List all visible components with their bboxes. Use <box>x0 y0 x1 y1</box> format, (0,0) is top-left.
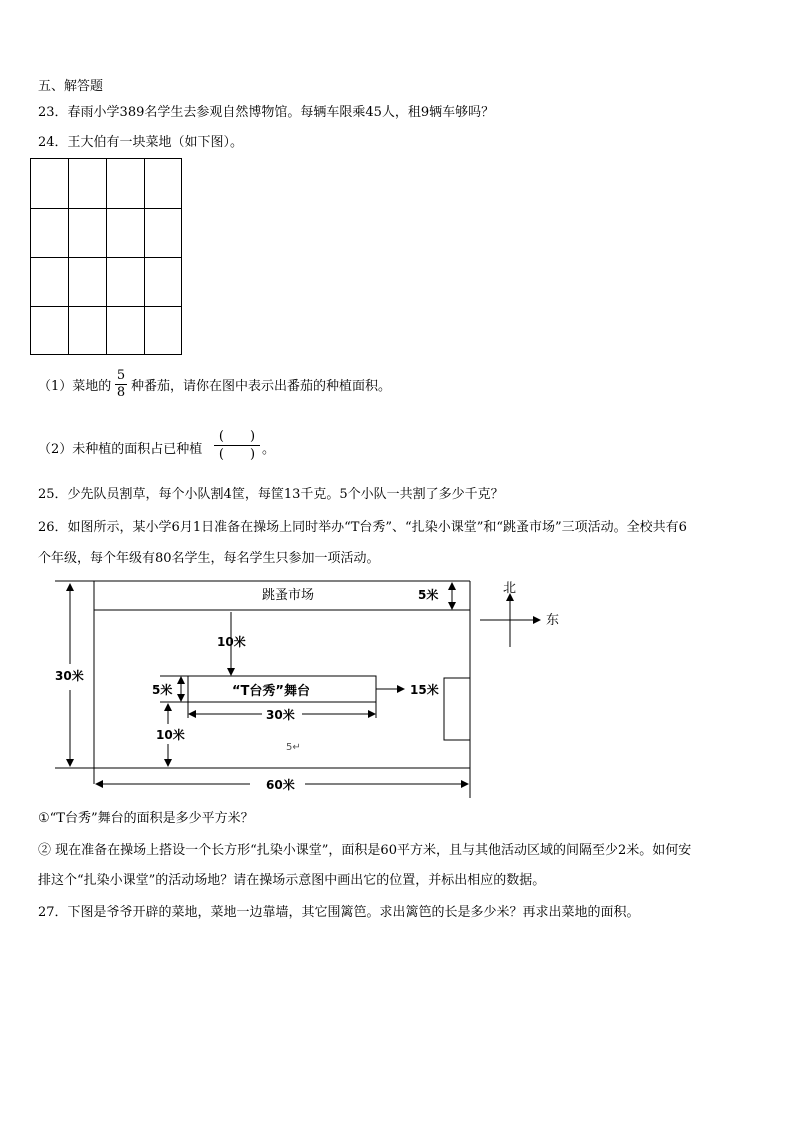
question-24-2-before: （2）未种植的面积占已种植 <box>38 442 203 457</box>
label-stage: “T台秀”舞台 <box>232 684 310 699</box>
vegetable-plot-grid <box>30 158 182 355</box>
right-area-rect <box>444 678 470 740</box>
fraction-denominator: 8 <box>116 385 126 400</box>
blank-denominator: ( ) <box>218 447 256 462</box>
label-30m-stage: 30米 <box>266 708 295 722</box>
fraction-five-eighths <box>115 368 127 401</box>
question-24: 24．王大伯有一块菜地（如下图）。 <box>38 135 244 150</box>
label-5m-stage: 5米 <box>152 683 173 697</box>
label-market: 跳蚤市场 <box>262 588 315 603</box>
blank-numerator: ( ) <box>214 428 260 446</box>
label-stray-mark: 5↵ <box>286 742 301 753</box>
label-5m-top: 5米 <box>418 588 439 602</box>
label-10m-upper: 10米 <box>217 635 246 649</box>
question-24-2-after: 。 <box>262 442 276 457</box>
question-24-1-before: （1）菜地的 <box>38 379 112 394</box>
question-27: 27．下图是爷爷开辟的菜地，菜地一边靠墙，其它围篱笆。求出篱笆的长是多少米？再求出菜地的面积。 <box>38 905 640 920</box>
question-26-line-2: 个年级，每个年级有80名学生，每名学生只参加一项活动。 <box>38 551 380 566</box>
question-26-sub-2-line-1: ② 现在准备在操场上搭设一个长方形“扎染小课堂”，面积是60平方米，且与其他活动区域的间隔至少2米。如何安 <box>38 843 692 858</box>
question-26-sub-1: ①“T台秀”舞台的面积是多少平方米？ <box>38 811 254 826</box>
question-26-line-1: 26．如图所示，某小学6月1日准备在操场上同时举办“T台秀”、“扎染小课堂”和“跳蚤市场”三项活动。全校共有6 <box>38 520 687 535</box>
label-compass-north: 北 <box>503 581 517 596</box>
question-25: 25．少先队员割草，每个小队割4筐，每筐13千克。5个小队一共割了多少千克？ <box>38 487 504 502</box>
section-title: 五、解答题 <box>38 79 104 94</box>
question-23: 23．春雨小学389名学生去参观自然博物馆。每辆车限乘45人，租9辆车够吗？ <box>38 105 495 120</box>
label-30m-height: 30米 <box>55 669 84 683</box>
label-60m: 60米 <box>266 778 295 792</box>
fraction-numerator: 5 <box>116 368 126 383</box>
label-15m: 15米 <box>410 683 439 697</box>
label-compass-east: 东 <box>546 613 560 628</box>
playground-diagram <box>0 572 794 812</box>
blank-fraction <box>214 428 260 463</box>
question-24-1-after: 种番茄，请你在图中表示出番茄的种植面积。 <box>131 379 392 394</box>
label-10m-lower: 10米 <box>156 728 185 742</box>
question-26-sub-2-line-2: 排这个“扎染小课堂”的活动场地？请在操场示意图中画出它的位置，并标出相应的数据。 <box>38 873 546 888</box>
